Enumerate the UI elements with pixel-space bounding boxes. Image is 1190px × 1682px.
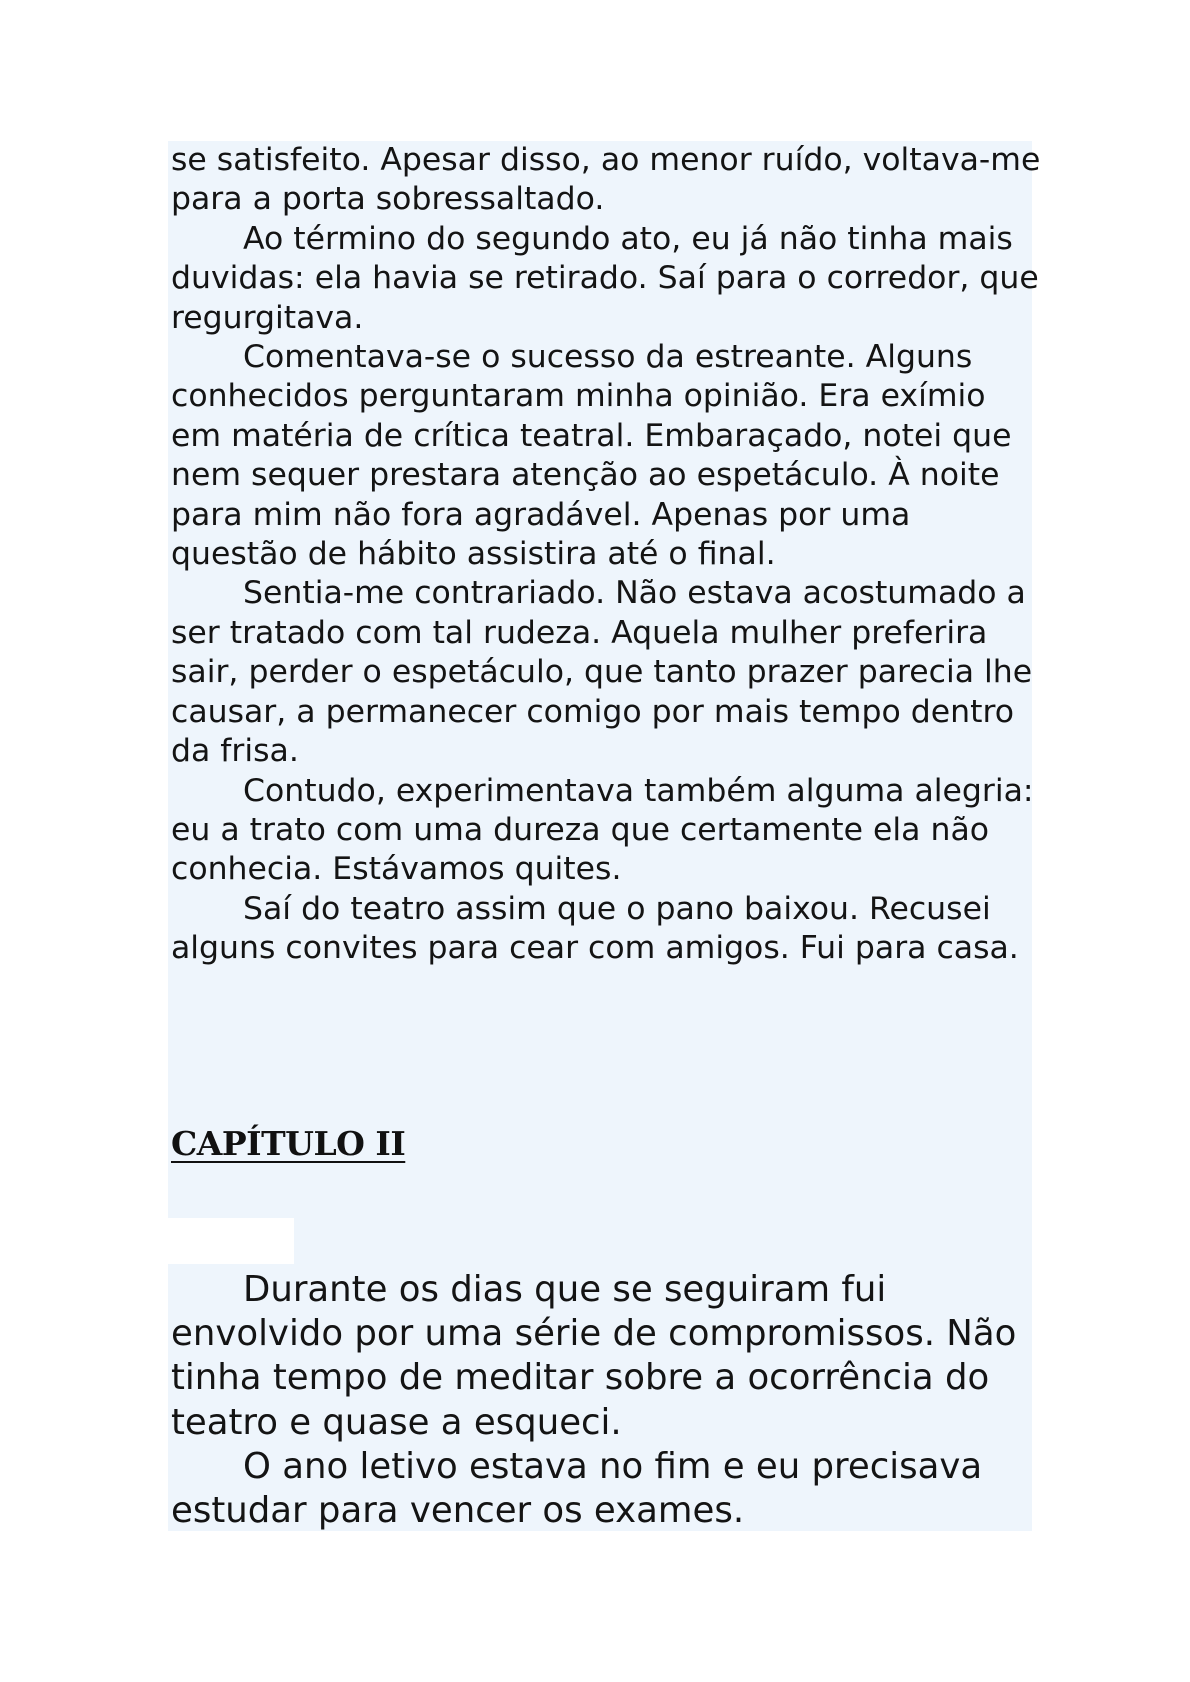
paragraph: se satisfeito. Apesar disso, ao menor ruído, voltava-me para a porta sobressaltado. bbox=[171, 142, 1041, 218]
chapter-body-text bbox=[171, 1268, 1041, 1533]
chapter-heading: CAPÍTULO II bbox=[171, 1124, 406, 1163]
paragraph: Sentia-me contrariado. Não estava acostumado a ser tratado com tal rudeza. Aquela mulher preferira sair, perder o espetáculo, que tanto prazer parecia lhe causar, a permanecer comigo por mais tempo dentro da frisa. bbox=[171, 575, 1033, 770]
paragraph: Ao término do segundo ato, eu já não tinha mais duvidas: ela havia se retirado. Saí para o corredor, que regurgitava. bbox=[171, 220, 1039, 336]
paragraph: Durante os dias que se seguiram fui envolvido por uma série de compromissos. Não tinha tempo de meditar sobre a ocorrência do teatro e quase a esqueci. bbox=[171, 1269, 1017, 1443]
body-text bbox=[171, 141, 1041, 969]
paragraph: O ano letivo estava no fim e eu precisava estudar para vencer os exames. bbox=[171, 1445, 983, 1532]
paragraph: Comentava-se o sucesso da estreante. Alguns conhecidos perguntaram minha opinião. Era exímio em matéria de crítica teatral. Embaraçado, notei que nem sequer prestara atenção ao espetáculo. À noite para mim não fora agradável. Apenas por uma questão de hábito assistira até o final. bbox=[171, 339, 1012, 573]
paragraph: Contudo, experimentava também alguma alegria: eu a trato com uma dureza que certamente ela não conhecia. Estávamos quites. bbox=[171, 772, 1034, 888]
blank-gap bbox=[168, 1218, 294, 1264]
paragraph: Saí do teatro assim que o pano baixou. Recusei alguns convites para cear com amigos. Fui para casa. bbox=[171, 890, 1019, 967]
